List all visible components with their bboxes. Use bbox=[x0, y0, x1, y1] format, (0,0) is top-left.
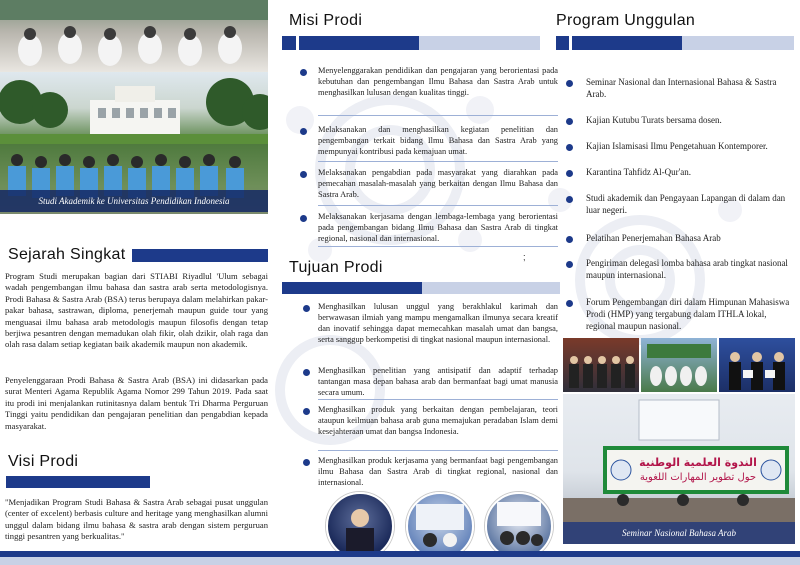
misi-bullet-1 bbox=[300, 69, 307, 76]
tujuan-heading: Tujuan Prodi bbox=[289, 259, 383, 276]
tujuan-bullet-3 bbox=[303, 408, 310, 415]
misi-bullet-4 bbox=[300, 215, 307, 222]
misi-bullet-3 bbox=[300, 171, 307, 178]
program-item-6: Pelatihan Penerjemahan Bahasa Arab bbox=[586, 233, 721, 243]
program-bullet-1 bbox=[566, 80, 573, 87]
sejarah-paragraph-2: Penyelenggaraan Prodi Bahasa & Sastra Arab (BSA) ini didasarkan pada surat Menteri Agama Republik Agama Nomor 299 Tahun 2019. Pada saat itu prodi ini menjalankan rutinitasnya dalam bentuk Tri Dharma Perguruan Tinggi yaitu pendidikan dan pengajaran penelitian dan pengabdian kepada masyarakat. bbox=[5, 375, 268, 431]
misi-semicolon: ; bbox=[523, 252, 526, 262]
tujuan-bullet-4 bbox=[303, 459, 310, 466]
program-bullet-2 bbox=[566, 118, 573, 125]
program-bullet-4 bbox=[566, 170, 573, 177]
activity-circle-art-3 bbox=[487, 494, 551, 558]
students-photo-top bbox=[0, 0, 268, 72]
activity-circle-art-1 bbox=[328, 494, 392, 558]
misi-divider-4 bbox=[318, 246, 558, 247]
program-item-4: Karantina Tahfidz Al-Qur'an. bbox=[586, 167, 692, 177]
misi-heading-bar-light bbox=[419, 36, 540, 50]
misi-heading-bar bbox=[282, 36, 296, 50]
sejarah-paragraph-1: Program Studi merupakan bagian dari STIABI Riyadlul 'Ulum sebagai wadah pengembangan ilmu bahasa dan sastra arab serta metodologisnya. Prodi Bahasa & Sastra Arab (BSA) terus berupaya dalam melahirkan pakar-pakar bahasa, sastrawan, diploma, penerjemah maupun guide tour yang menguasai ilmu bahasa arab metodologis maupun filosofis dengan tetap berjiwa pesantren dengan memadukan olah fikir, olah dzikir, olah raga dan olah rasa dalam setiap kegiatan baik akademik maupun non akademik. bbox=[5, 271, 268, 350]
award-photo-3 bbox=[719, 338, 795, 392]
award-photo-1 bbox=[563, 338, 639, 392]
program-item-3: Kajian Islamisasi Ilmu Pengetahuan Kontemporer. bbox=[586, 141, 768, 151]
misi-item-4: Melaksanakan kerjasama dengan lembaga-lembaga yang berorientasi pada pengembangan bidang Ilmu Bahasa dan Sastra Arab di tingkat regional, nasional dan internasional. bbox=[318, 212, 558, 243]
tujuan-divider-2 bbox=[318, 399, 558, 400]
photo-caption: Studi Akademik ke Universitas Pendidikan Indonesia bbox=[38, 196, 230, 206]
misi-divider-1 bbox=[318, 115, 558, 116]
tujuan-item-3: Menghasilkan produk yang berkaitan dengan pembelajaran, teori ataupun keilmuan bahasa arab guna memajukan peradaban Islam demi kesejahteraan umat dan bangsa Indonesia. bbox=[318, 405, 558, 436]
tujuan-bullet-1 bbox=[303, 305, 310, 312]
program-item-5: Studi akademik dan Pengayaan Lapangan di dalam dan luar negeri. bbox=[586, 193, 786, 215]
activity-circle-photo-2 bbox=[406, 492, 474, 560]
program-heading-bar bbox=[556, 36, 569, 50]
activity-circle-photo-1 bbox=[326, 492, 394, 560]
activity-circle-photo-3 bbox=[485, 492, 553, 560]
visi-heading-bar bbox=[6, 476, 150, 488]
bottom-bar-light bbox=[0, 557, 800, 565]
tujuan-heading-bar bbox=[282, 282, 422, 294]
sejarah-heading-bar bbox=[132, 249, 268, 262]
misi-heading-bar-long bbox=[299, 36, 419, 50]
program-heading-bar-long bbox=[572, 36, 682, 50]
award-photo-1-art bbox=[563, 338, 639, 392]
misi-bullet-2 bbox=[300, 128, 307, 135]
misi-heading: Misi Prodi bbox=[289, 12, 363, 29]
tujuan-item-1: Menghasilkan lulusan unggul yang berakhlakul karimah dan berwawasan ilmiah yang mampu mengamalkan ilmunya secara kreatif dan inovatif sehingga dapat memecahkan masalah umat dan bangsa, serta sanggup berkompetisi di tingkat nasional maupun internasional. bbox=[318, 302, 558, 344]
tujuan-divider-3 bbox=[318, 450, 558, 451]
students-photo-top-art bbox=[0, 0, 268, 72]
seminar-banner-arabic-2: حول تطوير المهارات اللغوية bbox=[639, 472, 757, 483]
tujuan-item-4: Menghasilkan produk kerjasama yang bermanfaat bagi pengembangan ilmu Bahasa dan Sastra Arab di tingkat regional, nasional dan internasional. bbox=[318, 456, 558, 487]
campus-building-art bbox=[0, 72, 268, 144]
award-photo-2 bbox=[641, 338, 717, 392]
program-item-2: Kajian Kutubu Turats bersama dosen. bbox=[586, 115, 722, 125]
program-bullet-8 bbox=[566, 300, 573, 307]
program-item-1: Seminar Nasional dan Internasional Bahasa & Sastra Arab. bbox=[586, 77, 777, 99]
program-bullet-7 bbox=[566, 261, 573, 268]
misi-divider-2 bbox=[318, 161, 558, 162]
activity-circle-art-2 bbox=[408, 494, 472, 558]
seminar-banner-arabic-1: الندوة العلمية الوطنية bbox=[639, 456, 757, 469]
program-item-8: Forum Pengembangan diri dalam Himpunan Mahasiswa Prodi (HMP) yang tergabung dalam ITHLA lokal, regional maupun nasional. bbox=[586, 297, 790, 331]
campus-building-photo bbox=[0, 72, 268, 144]
visi-heading: Visi Prodi bbox=[8, 453, 79, 470]
tujuan-heading-bar-light bbox=[422, 282, 560, 294]
program-heading-bar-light bbox=[682, 36, 794, 50]
program-bullet-3 bbox=[566, 144, 573, 151]
tujuan-item-2: Menghasilkan penelitian yang antisipatif dan adaptif terhadap tantangan masa depan bahasa arab dan bermanfaat bagi umat manusia secara umum. bbox=[318, 366, 558, 397]
award-photo-2-art bbox=[641, 338, 717, 392]
misi-divider-3 bbox=[318, 205, 558, 206]
program-heading: Program Unggulan bbox=[556, 12, 696, 29]
award-photo-3-art bbox=[719, 338, 795, 392]
misi-item-3: Melaksanakan pengabdian pada masyarakat yang diarahkan pada pemecahan masalah-masalah yang berkaitan dengan Ilmu Bahasa dan Sastra Arab. bbox=[318, 168, 558, 199]
program-bullet-6 bbox=[566, 236, 573, 243]
misi-item-2: Melaksanakan dan menghasilkan kegiatan penelitian dan pengembangan terkait bidang Ilmu Bahasa dan Sastra Arab yang mempunyai kontribusi pada kemajuan umat. bbox=[318, 125, 558, 156]
visi-text: "Menjadikan Program Studi Bahasa & Sastra Arab sebagai pusat unggulan (center of excelent) berbasis culture and heritage yang menghasilkan alumni unggul dalam bidang ilmu bahasa & sastra arab dengan sistem perguruan tinggi pesantren yang berkualitas." bbox=[5, 497, 268, 542]
sejarah-heading: Sejarah Singkat bbox=[8, 246, 126, 263]
tujuan-bullet-2 bbox=[303, 369, 310, 376]
seminar-caption: Seminar Nasional Bahasa Arab bbox=[621, 528, 737, 538]
program-bullet-5 bbox=[566, 196, 573, 203]
program-item-7: Pengiriman delegasi lomba bahasa arab tingkat nasional maupun internasional. bbox=[586, 258, 788, 280]
misi-item-1: Menyelenggarakan pendidikan dan pengajaran yang berorientasi pada kebutuhan dan pengembangan Ilmu Bahasa dan Sastra Arab untuk menghasilkan lulusan dengan kualitas tinggi. bbox=[318, 66, 558, 97]
